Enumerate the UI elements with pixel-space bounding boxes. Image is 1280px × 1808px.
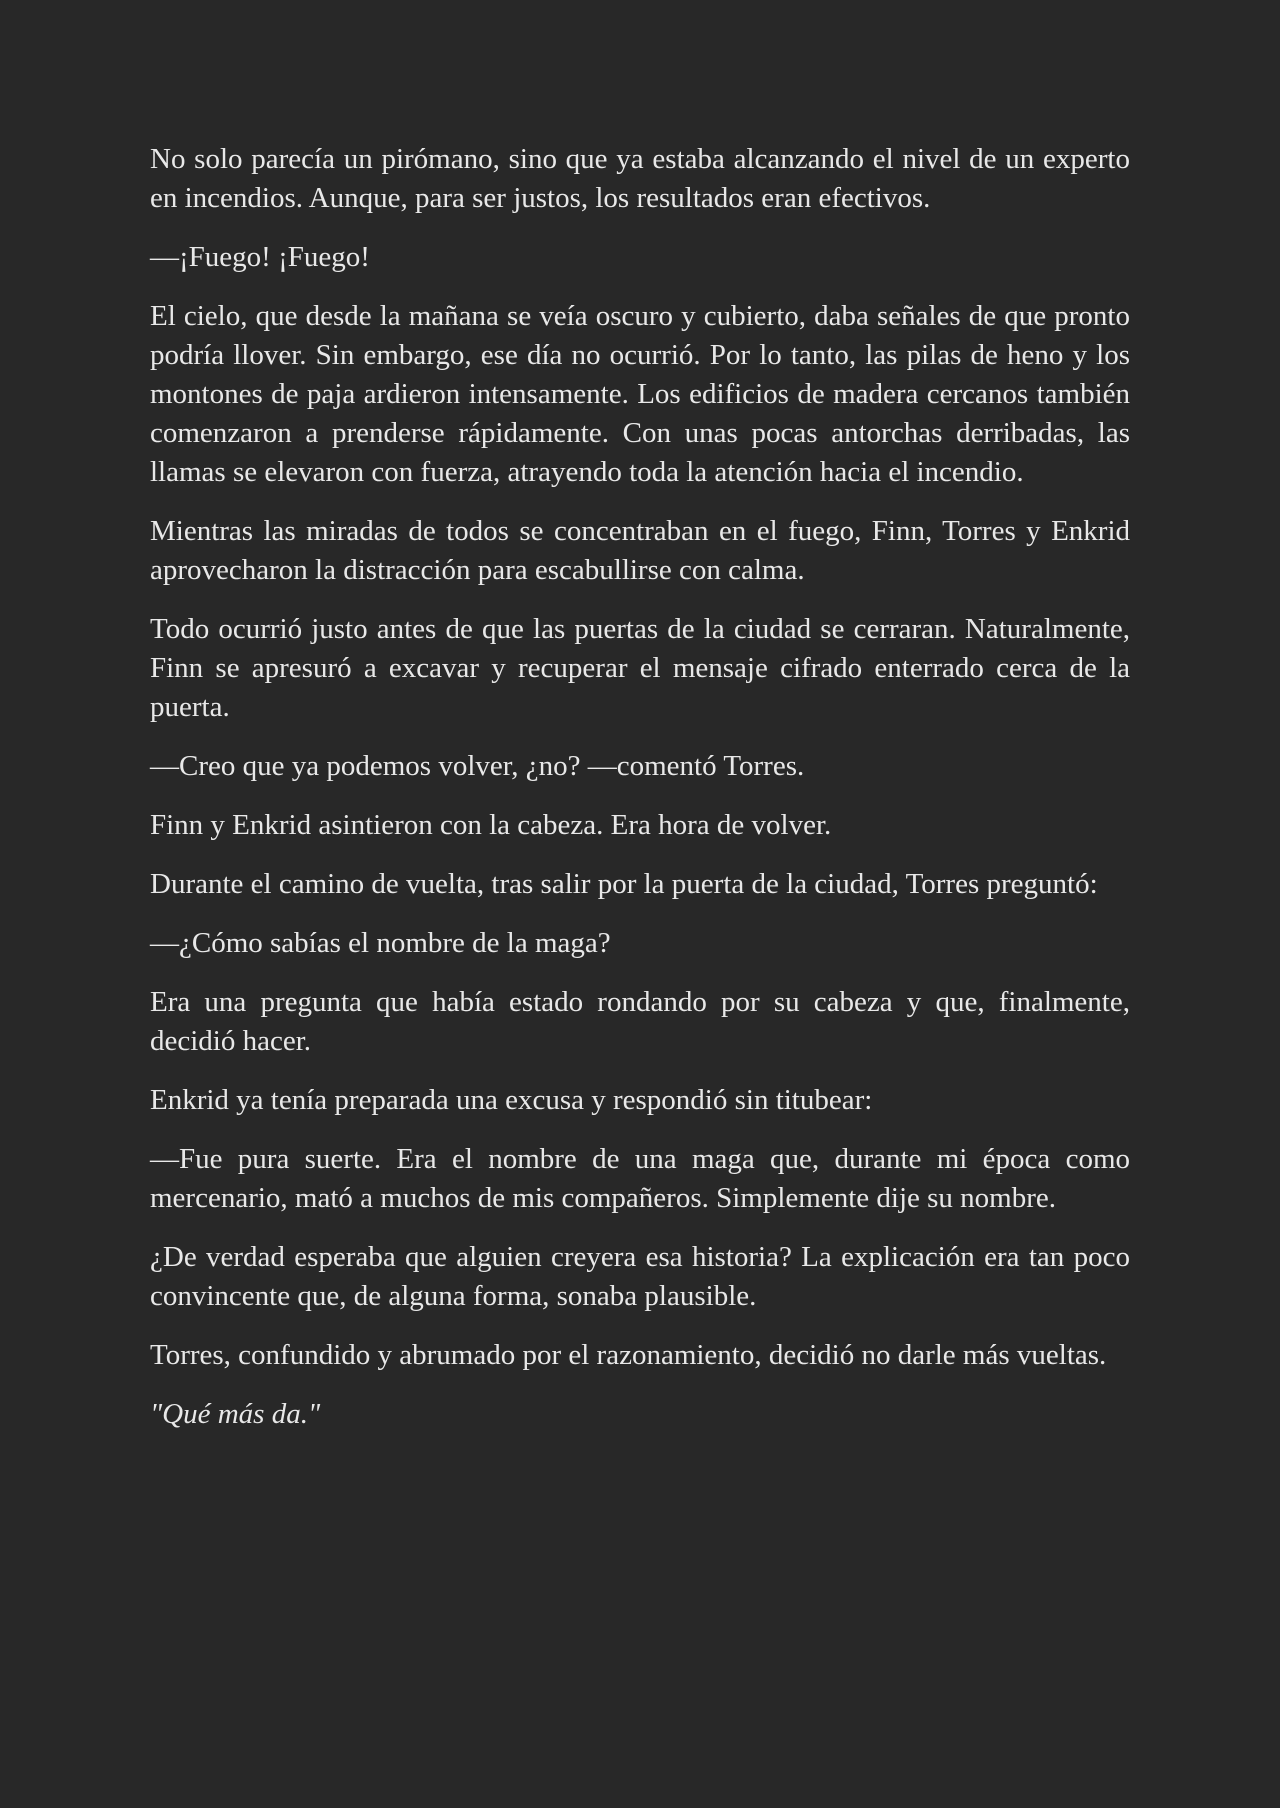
dialogue-paragraph: —¿Cómo sabías el nombre de la maga? <box>150 927 611 959</box>
narration-paragraph: Enkrid ya tenía preparada una excusa y respondió sin titubear: <box>150 1084 873 1116</box>
dialogue-paragraph: —¡Fuego! ¡Fuego! <box>150 241 370 273</box>
narration-paragraph: ¿De verdad esperaba que alguien creyera esa historia? La explicación era tan poco convincente que, de alguna forma, sonaba plausible. <box>150 1241 1130 1312</box>
narration-paragraph: No solo parecía un pirómano, sino que ya estaba alcanzando el nivel de un experto en incendios. Aunque, para ser justos, los resultados eran efectivos. <box>150 143 1130 214</box>
narration-paragraph: Finn y Enkrid asintieron con la cabeza. Era hora de volver. <box>150 809 832 841</box>
narration-paragraph: Era una pregunta que había estado rondando por su cabeza y que, finalmente, decidió hacer. <box>150 986 1130 1057</box>
narration-paragraph: Durante el camino de vuelta, tras salir por la puerta de la ciudad, Torres preguntó: <box>150 868 1098 900</box>
narration-paragraph: Todo ocurrió justo antes de que las puertas de la ciudad se cerraran. Naturalmente, Finn se apresuró a excavar y recuperar el mensaje cifrado enterrado cerca de la puerta. <box>150 613 1130 723</box>
narration-paragraph: El cielo, que desde la mañana se veía oscuro y cubierto, daba señales de que pronto podría llover. Sin embargo, ese día no ocurrió. Por lo tanto, las pilas de heno y los montones de paja ardieron intensamente. Los edificios de madera cercanos también comenzaron a prenderse rápidamente. Con unas pocas antorchas derribadas, las llamas se elevaron con fuerza, atrayendo toda la atención hacia el incendio. <box>150 300 1130 488</box>
narration-paragraph: Mientras las miradas de todos se concentraban en el fuego, Finn, Torres y Enkrid aprovecharon la distracción para escabullirse con calma. <box>150 515 1130 586</box>
reader-page <box>150 0 1130 1434</box>
chapter-text <box>150 140 1130 1434</box>
thought-paragraph: "Qué más da." <box>150 1398 321 1430</box>
narration-paragraph: Torres, confundido y abrumado por el razonamiento, decidió no darle más vueltas. <box>150 1339 1107 1371</box>
dialogue-paragraph: —Creo que ya podemos volver, ¿no? —comentó Torres. <box>150 750 805 782</box>
dialogue-paragraph: —Fue pura suerte. Era el nombre de una maga que, durante mi época como mercenario, mató a muchos de mis compañeros. Simplemente dije su nombre. <box>150 1143 1130 1214</box>
